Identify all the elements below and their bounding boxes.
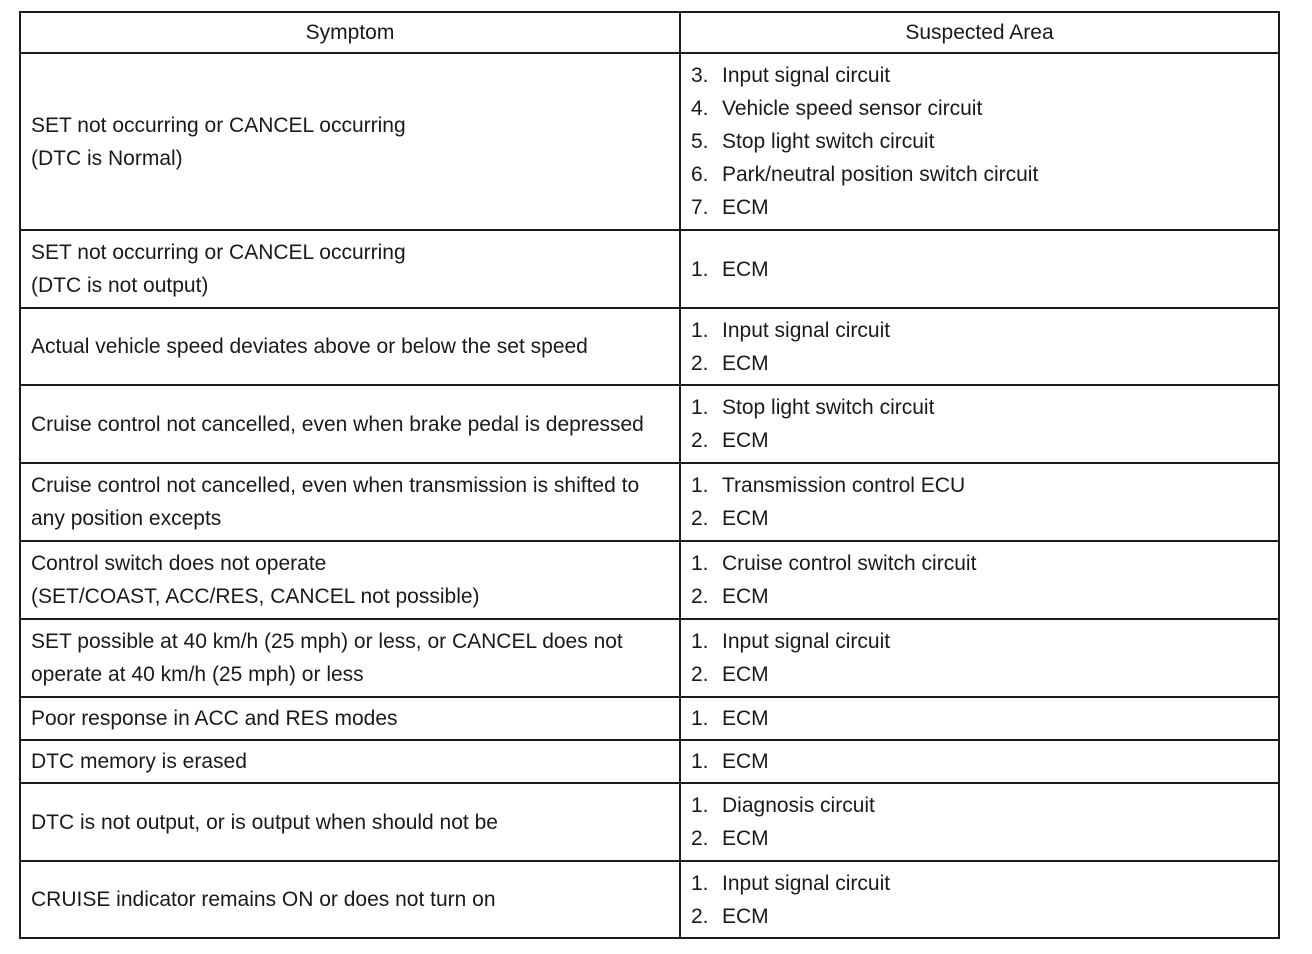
area-list-item — [691, 314, 1268, 347]
area-list-item — [691, 822, 1268, 855]
header-suspected-area: Suspected Area — [680, 12, 1279, 53]
area-item-number: 1. — [691, 630, 709, 653]
symptom-text: (SET/COAST, ACC/RES, CANCEL not possible) — [31, 585, 480, 608]
area-item-text: ECM — [722, 507, 769, 530]
area-list-item — [691, 900, 1268, 933]
suspected-area-cell — [680, 230, 1279, 308]
table-row — [20, 619, 1279, 697]
area-item-text: ECM — [722, 585, 769, 608]
symptom-text: Cruise control not cancelled, even when transmission is shifted to — [31, 474, 640, 497]
suspected-area-cell — [680, 53, 1279, 230]
symptom-cell — [20, 619, 680, 697]
area-item-number: 2. — [691, 827, 709, 850]
area-item-number: 2. — [691, 585, 709, 608]
header-row — [20, 12, 1279, 53]
area-list-item — [691, 702, 1268, 735]
suspected-area-cell — [680, 541, 1279, 619]
area-list-item — [691, 191, 1268, 224]
area-item-number: 4. — [691, 97, 709, 120]
area-item-text: Input signal circuit — [722, 64, 891, 87]
table-row — [20, 308, 1279, 385]
area-item-number: 3. — [691, 64, 709, 87]
area-item-text: ECM — [722, 750, 769, 773]
area-list-item — [691, 547, 1268, 580]
area-item-number: 1. — [691, 396, 709, 419]
area-item-number: 1. — [691, 257, 709, 281]
symptom-table — [19, 11, 1280, 939]
table-row — [20, 783, 1279, 861]
area-item-text: ECM — [722, 827, 769, 850]
area-item-number: 1. — [691, 707, 709, 730]
area-item-number: 7. — [691, 196, 709, 219]
symptom-text: operate at 40 km/h (25 mph) or less — [31, 663, 364, 686]
area-item-text: ECM — [722, 707, 769, 730]
area-item-number: 5. — [691, 130, 709, 153]
area-item-number: 1. — [691, 794, 709, 817]
suspected-area-cell — [680, 385, 1279, 463]
area-list-item — [691, 347, 1268, 380]
area-item-text: Stop light switch circuit — [722, 396, 935, 419]
area-item-number: 2. — [691, 507, 709, 530]
suspected-area-cell — [680, 740, 1279, 783]
area-list-item — [691, 158, 1268, 191]
area-item-text: Stop light switch circuit — [722, 130, 935, 153]
area-list-item — [691, 580, 1268, 613]
symptom-text: Control switch does not operate — [31, 552, 327, 575]
symptom-text: SET not occurring or CANCEL occurring — [31, 241, 406, 264]
suspected-area-cell — [680, 697, 1279, 740]
area-list-item — [691, 92, 1268, 125]
area-item-text: Park/neutral position switch circuit — [722, 163, 1039, 186]
symptom-cell — [20, 783, 680, 861]
area-item-number: 1. — [691, 474, 709, 497]
table-body — [20, 53, 1279, 938]
symptom-cell — [20, 385, 680, 463]
symptom-text: Poor response in ACC and RES modes — [31, 707, 398, 730]
area-item-number: 1. — [691, 871, 709, 895]
symptom-text: any position excepts — [31, 507, 222, 530]
table-row — [20, 53, 1279, 230]
symptom-text: Actual vehicle speed deviates above or below the set speed — [31, 335, 588, 358]
area-item-number: 6. — [691, 163, 709, 186]
area-item-number: 2. — [691, 351, 709, 375]
area-item-number: 2. — [691, 663, 709, 686]
table-row — [20, 697, 1279, 740]
symptom-cell — [20, 861, 680, 938]
area-item-text: Input signal circuit — [722, 871, 891, 895]
area-item-text: ECM — [722, 351, 769, 375]
symptom-cell — [20, 541, 680, 619]
area-item-text: ECM — [722, 196, 769, 219]
symptom-cell — [20, 740, 680, 783]
area-item-text: Transmission control ECU — [722, 474, 966, 497]
area-item-number: 2. — [691, 429, 709, 452]
area-item-text: Vehicle speed sensor circuit — [722, 97, 983, 120]
table-row — [20, 230, 1279, 308]
area-list-item — [691, 59, 1268, 92]
area-list-item — [691, 658, 1268, 691]
symptom-text: (DTC is Normal) — [31, 146, 183, 170]
area-item-text: Input signal circuit — [722, 630, 891, 653]
suspected-area-cell — [680, 861, 1279, 938]
symptom-cell — [20, 308, 680, 385]
suspected-area-cell — [680, 783, 1279, 861]
suspected-area-cell — [680, 463, 1279, 541]
symptom-text: (DTC is not output) — [31, 274, 209, 297]
area-list-item — [691, 745, 1268, 778]
area-item-text: Diagnosis circuit — [722, 794, 875, 817]
area-item-text: ECM — [722, 663, 769, 686]
symptom-text: Cruise control not cancelled, even when brake pedal is depressed — [31, 412, 644, 436]
area-item-number: 1. — [691, 552, 709, 575]
area-list-item — [691, 469, 1268, 502]
symptom-text: DTC memory is erased — [31, 750, 247, 773]
symptom-text: CRUISE indicator remains ON or does not turn on — [31, 888, 496, 911]
area-item-text: Cruise control switch circuit — [722, 552, 977, 575]
symptom-cell — [20, 697, 680, 740]
area-item-number: 1. — [691, 750, 709, 773]
area-list-item — [691, 625, 1268, 658]
table-row — [20, 385, 1279, 463]
area-item-text: ECM — [722, 429, 769, 452]
header-symptom: Symptom — [20, 12, 680, 53]
area-item-text: Input signal circuit — [722, 318, 891, 342]
area-list-item — [691, 253, 1268, 286]
table-row — [20, 463, 1279, 541]
area-list-item — [691, 125, 1268, 158]
area-item-number: 2. — [691, 904, 709, 928]
area-list-item — [691, 424, 1268, 457]
symptom-cell — [20, 230, 680, 308]
area-item-text: ECM — [722, 257, 769, 281]
area-list-item — [691, 391, 1268, 424]
table-row — [20, 861, 1279, 938]
troubleshooting-sheet — [19, 11, 1278, 939]
area-list-item — [691, 789, 1268, 822]
table-row — [20, 740, 1279, 783]
symptom-text: SET possible at 40 km/h (25 mph) or less, or CANCEL does not — [31, 630, 623, 653]
symptom-text: DTC is not output, or is output when should not be — [31, 810, 498, 834]
area-item-text: ECM — [722, 904, 769, 928]
suspected-area-cell — [680, 619, 1279, 697]
area-item-number: 1. — [691, 318, 709, 342]
suspected-area-cell — [680, 308, 1279, 385]
table-row — [20, 541, 1279, 619]
symptom-text: SET not occurring or CANCEL occurring — [31, 113, 406, 137]
area-list-item — [691, 867, 1268, 900]
symptom-cell — [20, 53, 680, 230]
symptom-cell — [20, 463, 680, 541]
area-list-item — [691, 502, 1268, 535]
